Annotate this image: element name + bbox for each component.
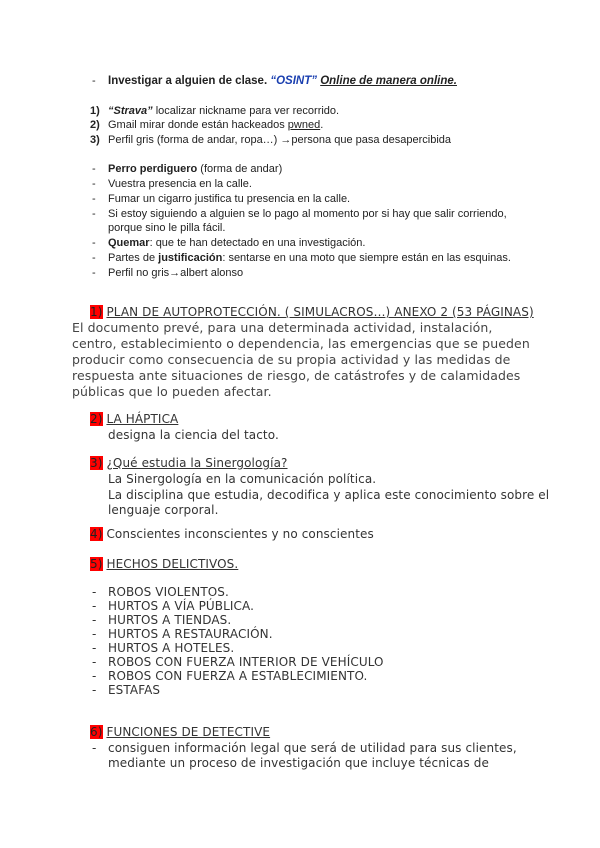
bullet-item-cont: porque sino le pilla fácil.	[108, 222, 226, 234]
bullet-dash: -	[92, 613, 97, 627]
bullet-dash: -	[92, 683, 97, 697]
section-body-line: La Sinergología en la comunicación política.	[108, 472, 377, 486]
bullet-item: Perfil no gris→albert alonso	[108, 267, 244, 279]
section-number: 3)	[90, 456, 103, 470]
section-body-line: lenguaje corporal.	[108, 503, 219, 517]
number-label: 1)	[90, 105, 100, 117]
section-heading-1	[90, 305, 534, 320]
crime-item: ROBOS CON FUERZA INTERIOR DE VEHÍCULO	[108, 655, 384, 669]
section-heading-2	[90, 412, 178, 427]
section-body-line: centro, establecimiento o dependencia, las emergencias que se pueden	[72, 336, 530, 351]
osint-line	[108, 74, 457, 88]
section-title: Conscientes inconscientes y no conscientes	[106, 527, 374, 541]
bullet-item: Partes de justificación: sentarse en una moto que siempre están en las esquinas.	[108, 252, 511, 264]
section-title: FUNCIONES DE DETECTIVE	[106, 725, 271, 739]
bullet-dash: -	[92, 669, 97, 683]
section-body-line: designa la ciencia del tacto.	[108, 428, 279, 442]
bullet-item: Perro perdiguero (forma de andar)	[108, 163, 283, 175]
section-heading-4	[90, 527, 374, 542]
section-body-line: El documento prevé, para una determinada actividad, instalación,	[72, 320, 493, 335]
bullet-dash: -	[92, 655, 97, 669]
section-title: LA HÁPTICA	[106, 412, 179, 426]
section-body-line: respuesta ante situaciones de riesgo, de catástrofes y de calamidades	[72, 368, 521, 383]
bullet-dash: -	[92, 178, 96, 190]
section-heading-6	[90, 725, 270, 740]
bullet-dash: -	[92, 75, 96, 87]
section-title: ¿Qué estudia la Sinergología?	[106, 456, 288, 470]
section-body-line: públicas que lo pueden afectar.	[72, 384, 272, 399]
bullet-item: Fumar un cigarro justifica tu presencia en la calle.	[108, 193, 351, 205]
numbered-item: Perfil gris (forma de andar, ropa…) →persona que pasa desapercibida	[108, 134, 452, 146]
bullet-dash: -	[92, 599, 97, 613]
crime-item: HURTOS A RESTAURACIÓN.	[108, 627, 273, 641]
bullet-dash: -	[92, 627, 97, 641]
bullet-dash: -	[92, 163, 96, 175]
crime-item: HURTOS A VÍA PÚBLICA.	[108, 599, 255, 613]
section-heading-5	[90, 557, 238, 572]
number-label: 3)	[90, 134, 100, 146]
bullet-dash: -	[92, 585, 97, 599]
section-number: 4)	[90, 527, 103, 541]
section-title: PLAN DE AUTOPROTECCIÓN. ( SIMULACROS…) ANEXO 2 (53 PÁGINAS)	[106, 305, 534, 319]
section-number: 2)	[90, 412, 103, 426]
numbered-item: Gmail mirar donde están hackeados pwned.	[108, 119, 324, 131]
bullet-dash: -	[92, 252, 96, 264]
crime-item: ESTAFAS	[108, 683, 161, 697]
bullet-dash: -	[92, 267, 96, 279]
section-body-line: consiguen información legal que será de utilidad para sus clientes,	[108, 741, 517, 755]
section-body-line: La disciplina que estudia, decodifica y aplica este conocimiento sobre el	[108, 488, 550, 502]
crime-item: ROBOS CON FUERZA A ESTABLECIMIENTO.	[108, 669, 368, 683]
section-number: 6)	[90, 725, 103, 739]
numbered-item: “Strava” localizar nickname para ver recorrido.	[108, 105, 340, 117]
bullet-dash: -	[92, 237, 96, 249]
bullet-dash: -	[92, 741, 97, 755]
bullet-dash: -	[92, 193, 96, 205]
crime-item: HURTOS A HOTELES.	[108, 641, 235, 655]
bullet-dash: -	[92, 641, 97, 655]
section-body-line: mediante un proceso de investigación que incluye técnicas de	[108, 756, 489, 770]
section-heading-3	[90, 456, 288, 471]
section-number: 5)	[90, 557, 103, 571]
bullet-item: Vuestra presencia en la calle.	[108, 178, 252, 190]
section-title: HECHOS DELICTIVOS.	[106, 557, 239, 571]
crime-item: ROBOS VIOLENTOS.	[108, 585, 229, 599]
bullet-dash: -	[92, 208, 96, 220]
section-number: 1)	[90, 305, 103, 319]
bullet-item: Si estoy siguiendo a alguien se lo pago al momento por si hay que salir corriendo,	[108, 208, 507, 220]
osint-keyword: “OSINT”	[270, 75, 317, 87]
osint-intro: Investigar a alguien de clase.	[108, 75, 271, 87]
osint-online: Online de manera online.	[320, 75, 457, 87]
number-label: 2)	[90, 119, 100, 131]
section-body-line: producir como consecuencia de su propia actividad y las medidas de	[72, 352, 511, 367]
bullet-item: Quemar: que te han detectado en una investigación.	[108, 237, 366, 249]
crime-item: HURTOS A TIENDAS.	[108, 613, 232, 627]
